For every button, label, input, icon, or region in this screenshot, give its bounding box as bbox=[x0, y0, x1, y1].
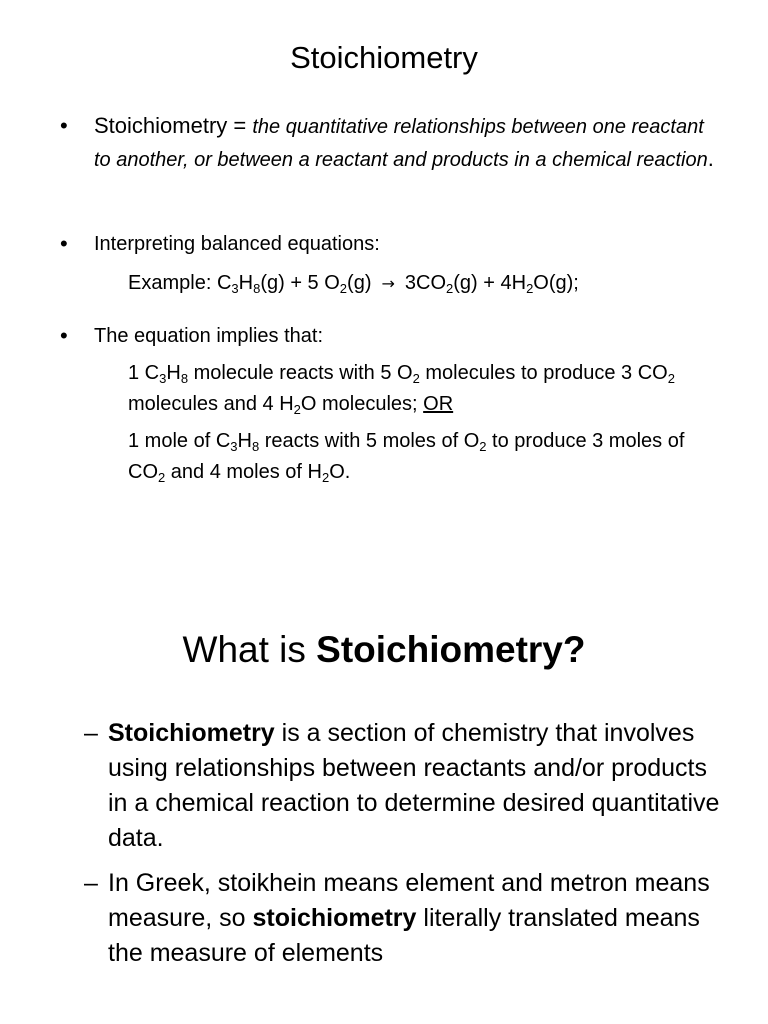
impl-text: reacts with 5 moles of O bbox=[259, 430, 480, 452]
implies-text: The equation implies that: bbox=[94, 325, 324, 347]
impl-text: molecule reacts with 5 O bbox=[188, 362, 413, 384]
definition-dash-item bbox=[84, 716, 724, 856]
impl-subscript: 8 bbox=[251, 439, 260, 454]
eq-text: (g) bbox=[347, 272, 372, 294]
interpreting-bullet bbox=[60, 229, 720, 259]
impl-text: O molecules; bbox=[300, 393, 424, 415]
slide-title bbox=[0, 625, 768, 675]
etymology-dash-item bbox=[84, 866, 724, 971]
impl-subscript: 3 bbox=[230, 439, 238, 454]
eq-subscript: 2 bbox=[446, 281, 454, 296]
eq-subscript: 2 bbox=[339, 281, 348, 296]
impl-subscript: 3 bbox=[159, 371, 167, 386]
eq-text: H bbox=[238, 272, 254, 294]
title-plain: What is bbox=[182, 629, 317, 670]
bold-term: Stoichiometry bbox=[108, 719, 275, 747]
impl-text: 1 mole of C bbox=[128, 430, 231, 452]
eq-text: O(g); bbox=[533, 272, 579, 294]
item-body: literally translated means the measure of elements bbox=[108, 904, 700, 967]
bold-term: stoichiometry bbox=[252, 904, 417, 932]
impl-subscript: 2 bbox=[321, 470, 330, 485]
impl-text: molecules and 4 H bbox=[128, 393, 294, 415]
impl-subscript: 2 bbox=[479, 439, 487, 454]
bullet-marker: • bbox=[60, 231, 68, 256]
definition-body: the quantitative relationships between one reactant to another, or between a reactant and products in a chemical reaction bbox=[94, 116, 708, 171]
impl-text: to produce 3 moles of CO bbox=[128, 430, 685, 483]
impl-text: 1 C bbox=[128, 362, 160, 384]
slide-what-is-stoichiometry bbox=[0, 580, 768, 1024]
impl-subscript: 2 bbox=[293, 402, 301, 417]
definition-term: Stoichiometry = bbox=[94, 113, 247, 138]
eq-subscript: 8 bbox=[253, 281, 261, 296]
eq-text: (g) bbox=[260, 272, 285, 294]
definition-text bbox=[94, 110, 720, 176]
eq-subscript: 2 bbox=[526, 281, 534, 296]
eq-text: C bbox=[216, 272, 232, 294]
impl-subscript: 2 bbox=[412, 371, 420, 386]
definition-end: . bbox=[707, 146, 714, 171]
impl-text: H bbox=[166, 362, 181, 384]
impl-text: O. bbox=[329, 461, 351, 483]
dash-marker: – bbox=[84, 869, 98, 897]
or-underlined: OR bbox=[423, 393, 454, 415]
item-body: is a section of chemistry that involves using relationships between reactants and/or products in a chemical reaction to determine desired quantitative data. bbox=[108, 719, 720, 852]
dash-item-text bbox=[108, 716, 724, 856]
impl-subscript: 8 bbox=[180, 371, 189, 386]
slide-title: Stoichiometry bbox=[290, 40, 478, 75]
impl-subscript: 2 bbox=[158, 470, 166, 485]
dash-item-text bbox=[108, 866, 724, 971]
item-body: In Greek, stoikhein means element and metron means measure, so bbox=[108, 869, 710, 932]
definition-bullet bbox=[60, 110, 720, 176]
reaction-arrow-icon: → bbox=[381, 274, 395, 293]
eq-subscript: 3 bbox=[231, 281, 239, 296]
eq-text: (g) + 4H bbox=[453, 272, 527, 294]
example-label: Example: bbox=[128, 272, 217, 294]
impl-text: molecules to produce 3 CO bbox=[419, 362, 668, 384]
impl-subscript: 2 bbox=[667, 371, 675, 386]
impl-text: and 4 moles of H bbox=[165, 461, 322, 483]
implication-moles bbox=[128, 426, 718, 488]
example-equation bbox=[128, 268, 579, 299]
eq-text: 3CO bbox=[404, 272, 447, 294]
eq-text: + 5 O bbox=[284, 272, 340, 294]
bullet-marker: • bbox=[60, 113, 68, 138]
dash-marker: – bbox=[84, 719, 98, 747]
title-bold: Stoichiometry? bbox=[316, 629, 586, 670]
implies-bullet bbox=[60, 321, 720, 351]
interpreting-text: Interpreting balanced equations: bbox=[94, 233, 380, 255]
impl-text: H bbox=[237, 430, 252, 452]
bullet-marker: • bbox=[60, 323, 68, 348]
implication-molecules bbox=[128, 358, 718, 420]
